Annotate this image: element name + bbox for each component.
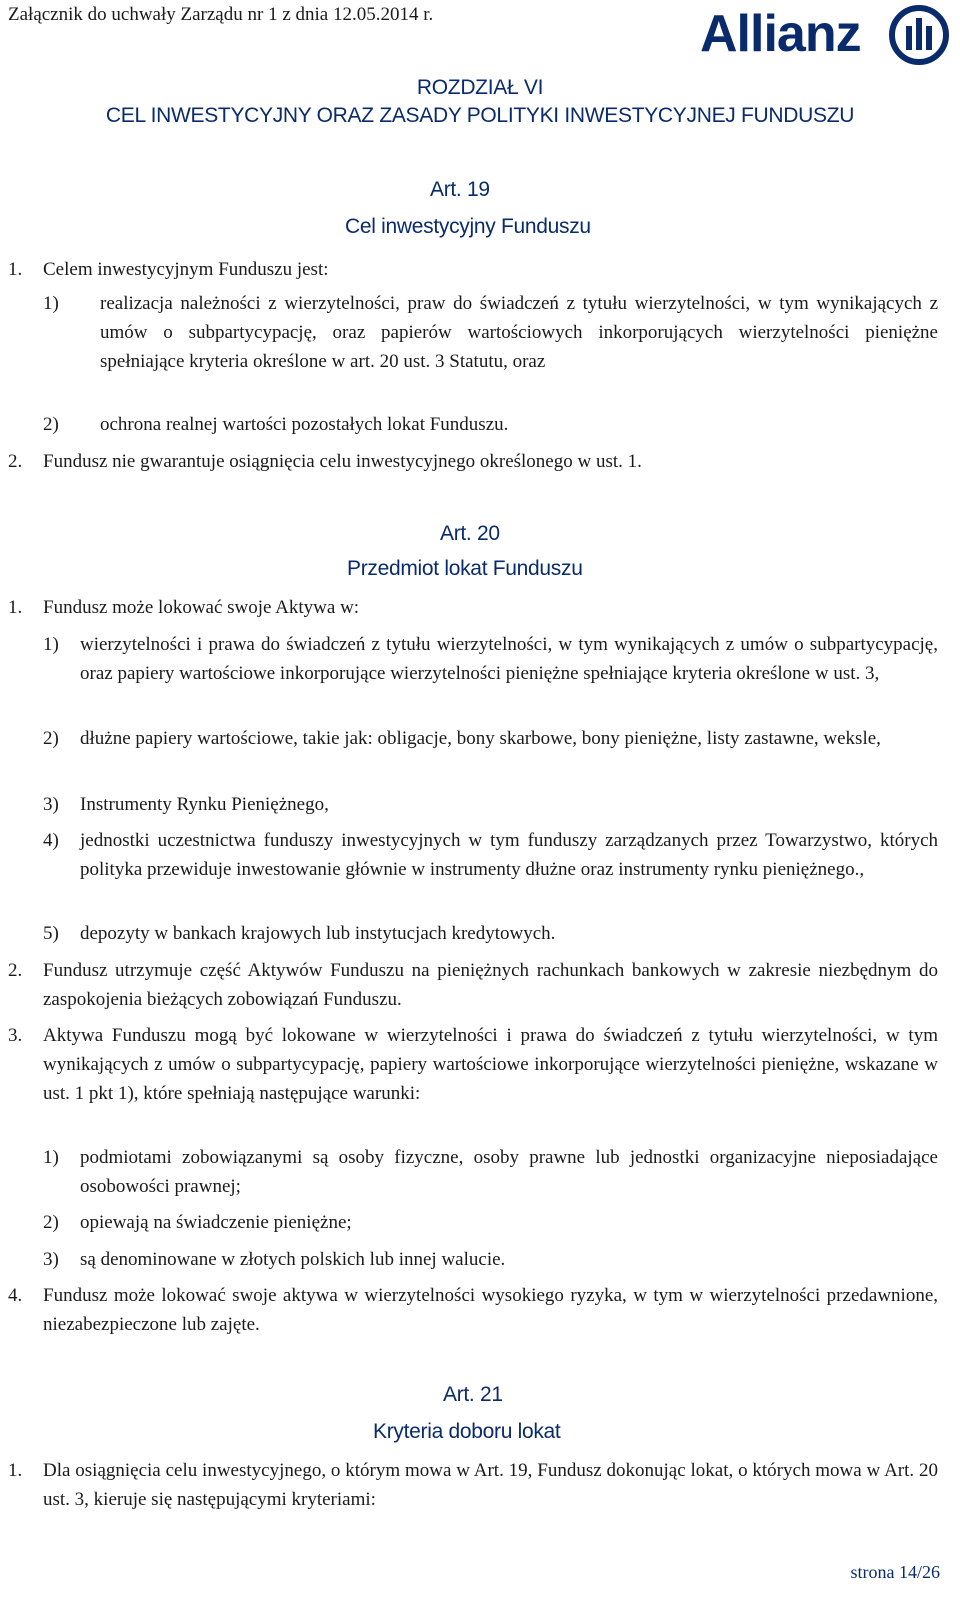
art21-number: Art. 21 <box>443 1383 503 1406</box>
item-number: 3) <box>43 1249 59 1270</box>
item-text: dłużne papiery wartościowe, takie jak: obligacje, bony skarbowe, bony pieniężne, listy zastawne, weksle, <box>80 728 881 749</box>
item-number: 4) <box>43 830 59 851</box>
item-text: są denominowane w złotych polskich lub innej walucie. <box>80 1249 506 1270</box>
item-number: 3) <box>43 794 59 815</box>
art19-number: Art. 19 <box>430 178 490 201</box>
paragraph-text: Fundusz nie gwarantuje osiągnięcia celu inwestycyjnego określonego w ust. 1. <box>43 451 642 472</box>
paragraph-text: Dla osiągnięcia celu inwestycyjnego, o którym mowa w Art. 19, Fundusz dokonując lokat, o których mowa w Art. 20 ust. 3, kieruje się następującymi kryteriami: <box>43 1460 938 1510</box>
logo-wordmark: Allianz <box>700 5 861 63</box>
paragraph-number: 1. <box>8 1460 23 1481</box>
paragraph-text: Fundusz utrzymuje część Aktywów Funduszu na pieniężnych rachunkach bankowych w zakresie niezbędnym do zaspokojenia bieżących zobowiązań Funduszu. <box>43 960 938 1010</box>
paragraph-number: 1. <box>8 597 23 618</box>
item-number: 2) <box>43 1212 59 1233</box>
item-number: 2) <box>43 414 59 435</box>
paragraph-text: Aktywa Funduszu mogą być lokowane w wierzytelności i prawa do świadczeń z tytułu wierzytelności, w tym wynikających z umów o subpartycypację, papiery wartościowe inkorporujące wierzytelności pieniężne, wskazane w ust. 1 pkt 1), które spełniają następujące warunki: <box>43 1025 938 1104</box>
paragraph-text: Celem inwestycyjnym Funduszu jest: <box>43 259 329 280</box>
item-number: 5) <box>43 923 59 944</box>
allianz-eagle-icon <box>888 4 950 66</box>
item-number: 1) <box>43 293 59 314</box>
paragraph-number: 1. <box>8 259 23 280</box>
paragraph-number: 4. <box>8 1285 23 1306</box>
item-text: depozyty w bankach krajowych lub instytucjach kredytowych. <box>80 923 556 944</box>
item-text: podmiotami zobowiązanymi są osoby fizyczne, osoby prawne lub jednostki organizacyjne nieposiadające osobowości prawnej; <box>80 1147 938 1197</box>
item-text: jednostki uczestnictwa funduszy inwestycyjnych w tym funduszy zarządzanych przez Towarzystwo, których polityka przewiduje inwestowanie głównie w instrumenty dłużne oraz instrumenty rynku pieniężnego., <box>80 830 938 880</box>
art21-title: Kryteria doboru lokat <box>373 1420 561 1443</box>
paragraph-number: 3. <box>8 1025 23 1046</box>
page-number: strona 14/26 <box>850 1562 940 1582</box>
chapter-label: ROZDZIAŁ VI <box>416 76 544 99</box>
item-text: ochrona realnej wartości pozostałych lokat Funduszu. <box>100 414 509 435</box>
item-text: wierzytelności i prawa do świadczeń z tytułu wierzytelności, w tym wynikających z umów o subpartycypację, oraz papiery wartościowe inkorporujące wierzytelności pieniężne spełniające kryteria określone w ust. 3, <box>80 634 938 684</box>
item-number: 2) <box>43 728 59 749</box>
item-text: realizacja należności z wierzytelności, praw do świadczeń z tytułu wierzytelności, w tym wynikających z umów o subpartycypację, oraz papierów wartościowych inkorporujących wierzytelności pieniężne spełniające kryteria określone w art. 20 ust. 3 Statutu, oraz <box>100 293 938 372</box>
item-number: 1) <box>43 1147 59 1168</box>
paragraph-text: Fundusz może lokować swoje Aktywa w: <box>43 597 360 618</box>
allianz-logo <box>700 2 950 68</box>
art19-title: Cel inwestycyjny Funduszu <box>345 215 591 238</box>
paragraph-text: Fundusz może lokować swoje aktywa w wierzytelności wysokiego ryzyka, w tym w wierzytelności przedawnione, niezabezpieczone lub zajęte. <box>43 1285 938 1335</box>
header-note: Załącznik do uchwały Zarządu nr 1 z dnia 12.05.2014 r. <box>8 4 434 25</box>
item-text: opiewają na świadczenie pieniężne; <box>80 1212 352 1233</box>
art20-number: Art. 20 <box>440 522 500 545</box>
paragraph-number: 2. <box>8 451 23 472</box>
chapter-title: CEL INWESTYCYJNY ORAZ ZASADY POLITYKI INWESTYCYJNEJ FUNDUSZU <box>105 104 855 127</box>
item-text: Instrumenty Rynku Pieniężnego, <box>80 794 329 815</box>
art20-title: Przedmiot lokat Funduszu <box>347 557 583 580</box>
paragraph-number: 2. <box>8 960 23 981</box>
item-number: 1) <box>43 634 59 655</box>
